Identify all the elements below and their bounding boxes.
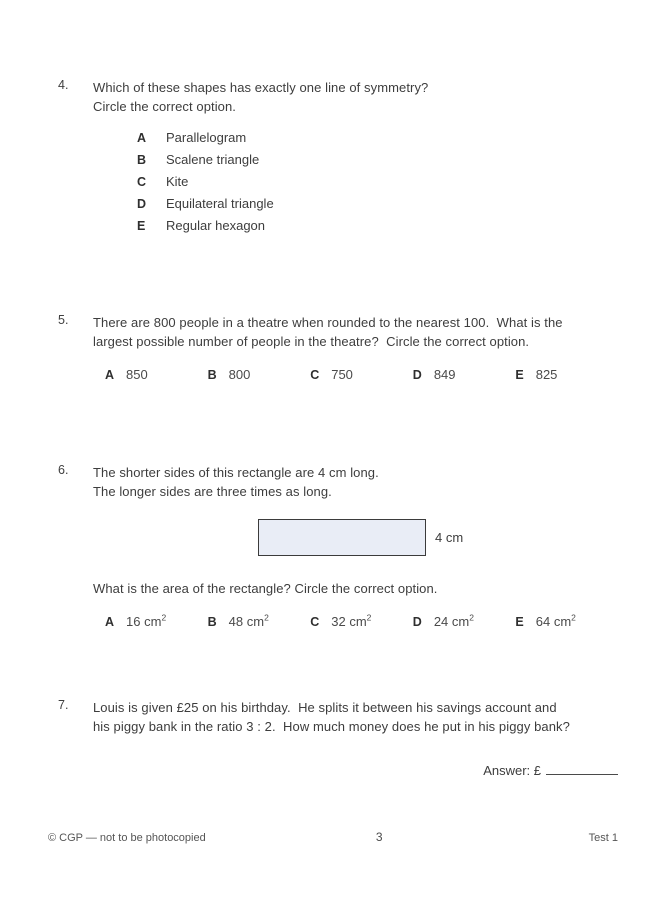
question-4-options [137, 130, 618, 240]
option-value: 800 [228, 367, 251, 382]
option-unit: cm [246, 614, 265, 629]
option-cell[interactable] [105, 614, 208, 629]
option-letter: C [310, 615, 320, 629]
option-letter: A [105, 368, 115, 382]
option-letter: B [207, 615, 217, 629]
option-value [126, 614, 166, 629]
question-4-body [93, 78, 618, 240]
option-cell[interactable] [208, 367, 311, 382]
option-value: 849 [433, 367, 456, 382]
answer-blank-line[interactable] [546, 762, 618, 775]
question-5-text-line-2: largest possible number of people in the theatre? Circle the correct option. [93, 334, 530, 349]
option-letter: A [137, 131, 147, 145]
option-row[interactable] [137, 130, 618, 152]
question-6-text [93, 463, 618, 501]
option-row[interactable] [137, 218, 618, 240]
option-letter: D [412, 615, 422, 629]
option-label: Kite [166, 174, 189, 189]
answer-row [58, 762, 618, 778]
question-6 [58, 463, 618, 629]
option-letter: E [515, 615, 524, 629]
option-number: 16 [126, 614, 141, 629]
option-label: Parallelogram [166, 130, 247, 145]
option-letter: E [515, 368, 524, 382]
option-row[interactable] [137, 196, 618, 218]
option-exponent: 2 [161, 612, 167, 623]
option-number: 48 [228, 614, 244, 629]
question-4-text-line-1: Which of these shapes has exactly one line of symmetry? [93, 80, 429, 95]
question-5 [58, 313, 618, 382]
option-value [536, 614, 576, 629]
option-unit: cm [451, 614, 470, 629]
option-row[interactable] [137, 174, 618, 196]
option-exponent: 2 [264, 612, 269, 623]
question-7-text [93, 698, 618, 736]
option-value: 750 [331, 367, 353, 382]
rectangle-diagram [93, 519, 618, 563]
answer-label: Answer: £ [483, 763, 541, 778]
question-7 [58, 698, 618, 736]
option-cell[interactable] [515, 367, 618, 382]
page-number: 3 [375, 830, 383, 844]
question-5-text-line-1: There are 800 people in a theatre when rounded to the nearest 100. What is the [93, 315, 563, 330]
question-7-text-line-2: his piggy bank in the ratio 3 : 2. How much money does he put in his piggy bank? [93, 719, 570, 734]
question-6-text-line-2: The longer sides are three times as long. [93, 484, 332, 499]
question-7-number: 7. [58, 698, 69, 712]
option-letter: A [105, 615, 115, 629]
option-exponent: 2 [571, 612, 576, 623]
question-5-number: 5. [58, 313, 69, 327]
question-4-text [93, 78, 618, 116]
question-6-options [105, 614, 618, 629]
option-cell[interactable] [310, 367, 413, 382]
option-label: Scalene triangle [166, 152, 260, 167]
option-letter: B [137, 153, 147, 167]
question-4-number: 4. [58, 78, 69, 92]
option-value [229, 614, 269, 629]
footer-copyright: © CGP — not to be photocopied [48, 832, 206, 844]
option-number: 64 [535, 614, 551, 629]
question-6-text-line-1: The shorter sides of this rectangle are 4 cm long. [93, 465, 379, 480]
option-unit: cm [144, 614, 162, 629]
option-unit: cm [553, 614, 572, 629]
option-letter: B [207, 368, 217, 382]
option-letter: C [310, 368, 320, 382]
question-5-body [93, 313, 618, 382]
option-letter: E [137, 219, 146, 233]
option-value [331, 614, 371, 629]
option-exponent: 2 [366, 612, 372, 623]
option-letter: C [137, 175, 147, 189]
option-label: Equilateral triangle [166, 196, 274, 211]
option-exponent: 2 [469, 612, 474, 623]
question-5-text [93, 313, 618, 351]
question-7-text-line-1: Louis is given £25 on his birthday. He splits it between his savings account and [93, 700, 557, 715]
option-value: 850 [126, 367, 148, 382]
option-unit: cm [349, 614, 367, 629]
option-cell[interactable] [208, 614, 311, 629]
option-cell[interactable] [515, 614, 618, 629]
question-7-body [93, 698, 618, 736]
option-value: 825 [535, 367, 558, 382]
rectangle-side-label: 4 cm [435, 530, 464, 545]
option-cell[interactable] [105, 367, 208, 382]
page-footer [48, 830, 618, 844]
question-6-prompt: What is the area of the rectangle? Circle the correct option. [93, 581, 438, 596]
question-6-body [93, 463, 618, 629]
question-5-options [105, 367, 618, 382]
option-letter: D [412, 368, 422, 382]
option-number: 24 [433, 614, 449, 629]
option-cell[interactable] [310, 614, 413, 629]
option-cell[interactable] [413, 614, 516, 629]
footer-test-label: Test 1 [588, 832, 618, 844]
option-value [434, 614, 474, 629]
rectangle-shape [258, 519, 426, 556]
option-cell[interactable] [413, 367, 516, 382]
option-number: 32 [331, 614, 346, 629]
option-row[interactable] [137, 152, 618, 174]
option-label: Regular hexagon [166, 218, 266, 233]
question-6-number: 6. [58, 463, 69, 477]
option-letter: D [137, 197, 147, 211]
question-4 [58, 78, 618, 240]
question-4-text-line-2: Circle the correct option. [93, 99, 236, 114]
